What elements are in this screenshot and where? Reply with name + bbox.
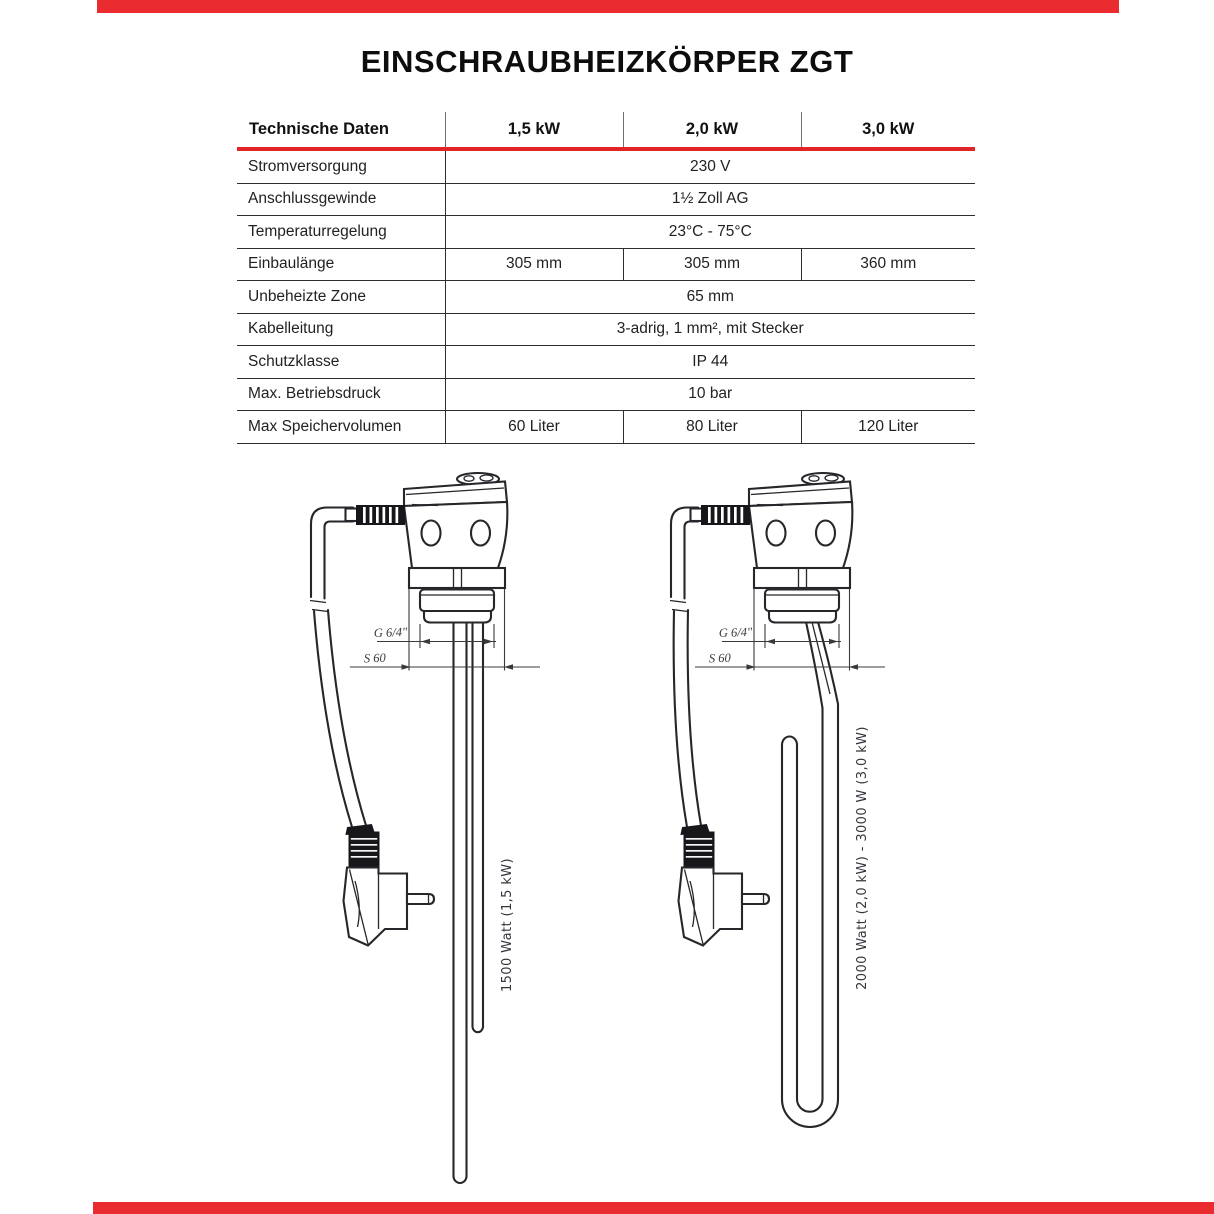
bottom-accent-bar: [93, 1202, 1214, 1214]
row-value: 1½ Zoll AG: [445, 183, 975, 216]
wrench-dimension-label: S 60: [363, 650, 386, 666]
column-header-2-0kw: 2,0 kW: [623, 112, 801, 149]
page-title: EINSCHRAUBHEIZKÖRPER ZGT: [360, 44, 854, 79]
row-value: 360 mm: [801, 248, 975, 281]
row-value: 65 mm: [445, 281, 975, 314]
column-header-3-0kw: 3,0 kW: [801, 112, 975, 149]
row-value: 305 mm: [623, 248, 801, 281]
row-value: 305 mm: [445, 248, 623, 281]
row-label: Schutzklasse: [237, 346, 445, 379]
row-value: 3-adrig, 1 mm², mit Stecker: [445, 313, 975, 346]
row-label: Unbeheizte Zone: [237, 281, 445, 314]
row-value: 120 Liter: [801, 411, 975, 444]
row-label: Einbaulänge: [237, 248, 445, 281]
row-value: 230 V: [689, 157, 731, 175]
row-value: 60 Liter: [445, 411, 623, 444]
thread-dimension-label: G 6/4": [718, 624, 753, 640]
row-label: Max. Betriebsdruck: [237, 378, 445, 411]
row-label: Anschlussgewinde: [237, 183, 445, 216]
heater-drawing-1-5kw: [310, 473, 540, 1183]
row-label: Temperaturregelung: [237, 216, 445, 249]
thread-dimension-label: G 6/4": [373, 624, 408, 640]
row-label: Max Speichervolumen: [237, 411, 445, 444]
row-value: 23°C - 75°C: [445, 216, 975, 249]
power-label: 2000 Watt (2,0 kW) - 3000 W (3,0 kW): [855, 726, 870, 990]
column-header-technical-data: Technische Daten: [237, 112, 445, 149]
row-value: IP 44: [445, 346, 975, 379]
column-header-1-5kw: 1,5 kW: [445, 112, 623, 149]
row-value: 80 Liter: [623, 411, 801, 444]
wrench-dimension-label: S 60: [708, 650, 731, 666]
row-value: 10 bar: [445, 378, 975, 411]
row-label: Stromversorgung: [237, 149, 445, 183]
power-label: 1500 Watt (1,5 kW): [500, 857, 515, 993]
heater-drawing-2-3kw: [670, 473, 885, 1127]
row-label: Kabelleitung: [237, 313, 445, 346]
